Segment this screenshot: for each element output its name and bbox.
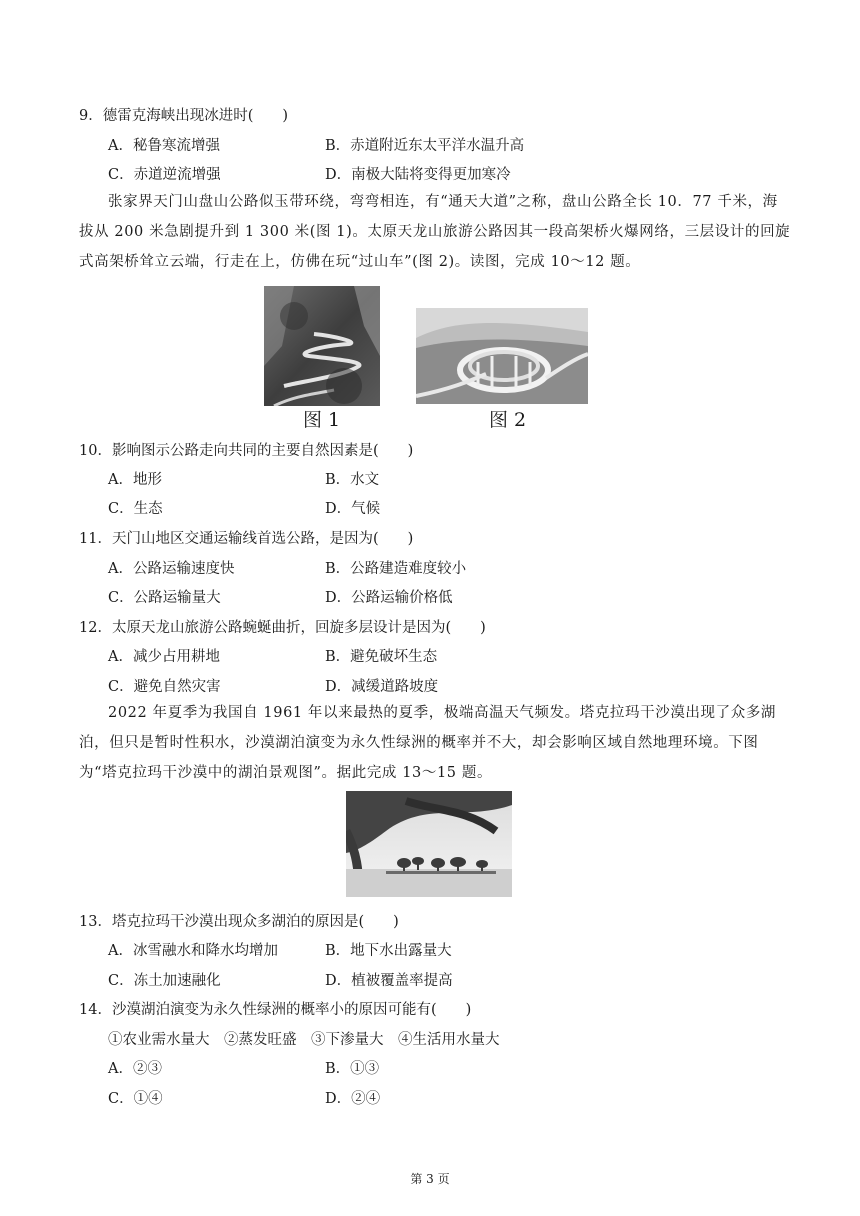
question-14-option-a: A．②③: [108, 1061, 162, 1077]
figure-2-caption: 图 2: [489, 409, 527, 431]
question-13-option-b: B．地下水出露量大: [325, 943, 452, 959]
question-9-option-c: C．赤道逆流增强: [108, 167, 221, 183]
question-10-option-d: D．气候: [325, 501, 381, 517]
question-10-option-b: B．水文: [325, 472, 380, 488]
question-11-option-b: B．公路建造难度较小: [325, 561, 467, 577]
question-12-option-a: A．减少占用耕地: [108, 649, 220, 665]
question-9-stem: 9．德雷克海峡出现冰进时( ): [79, 108, 289, 124]
spiral-viaduct-photo: [416, 308, 588, 404]
question-11-option-c: C．公路运输量大: [108, 590, 221, 606]
question-12-option-d: D．减缓道路坡度: [325, 679, 439, 695]
figure-1-caption: 图 1: [303, 409, 341, 431]
figure-2-image: [416, 308, 588, 404]
question-14-option-d: D．②④: [325, 1091, 381, 1107]
question-9-option-d: D．南极大陆将变得更加寒冷: [325, 167, 511, 183]
question-11-option-d: D．公路运输价格低: [325, 590, 453, 606]
passage-taklimakan-lakes: 2022 年夏季为我国自 1961 年以来最热的夏季，极端高温天气频发。塔克拉玛干沙漠出现了众多湖泊，但只是暂时性积水，沙漠湖泊演变为永久性绿洲的概率并不大，却会影响区域自然地理环境。下图为“塔克拉玛干沙漠中的湖泊景观图”。据此完成 13～15 题。: [79, 705, 777, 781]
question-14-stem: 14．沙漠湖泊演变为永久性绿洲的概率小的原因可能有( ): [79, 1002, 472, 1018]
question-13-option-d: D．植被覆盖率提高: [325, 973, 453, 989]
question-13-option-a: A．冰雪融水和降水均增加: [108, 943, 278, 959]
figure-1-image: [264, 286, 380, 406]
question-13-stem: 13．塔克拉玛干沙漠出现众多湖泊的原因是( ): [79, 914, 399, 930]
question-9-option-b: B．赤道附近东太平洋水温升高: [325, 138, 525, 154]
winding-mountain-road-photo: [264, 286, 380, 406]
question-9-option-a: A．秘鲁寒流增强: [108, 138, 220, 154]
lake-landscape-photo: [346, 791, 512, 897]
question-10-option-a: A．地形: [108, 472, 162, 488]
passage-tianmen-tianlong: 张家界天门山盘山公路似玉带环绕，弯弯相连，有“通天大道”之称，盘山公路全长 10．77 千米，海拔从 200 米急剧提升到 1 300 米(图 1)。太原天龙山旅游公路因其一段高架桥火爆网络，三层设计的回旋式高架桥耸立云端，行走在上，仿佛在玩“过山车”(图 2)。读图，完成 10～12 题。: [79, 194, 791, 270]
question-10-option-c: C．生态: [108, 501, 163, 517]
desert-lake-landscape-image: [346, 791, 512, 897]
question-12-stem: 12．太原天龙山旅游公路蜿蜒曲折，回旋多层设计是因为( ): [79, 620, 486, 636]
question-12-option-c: C．避免自然灾害: [108, 679, 221, 695]
question-11-option-a: A．公路运输速度快: [108, 561, 235, 577]
question-14-items: ①农业需水量大 ②蒸发旺盛 ③下渗量大 ④生活用水量大: [108, 1032, 500, 1048]
question-14-option-b: B．①③: [325, 1061, 380, 1077]
question-10-stem: 10．影响图示公路走向共同的主要自然因素是( ): [79, 443, 414, 459]
question-14-option-c: C．①④: [108, 1091, 163, 1107]
question-11-stem: 11．天门山地区交通运输线首选公路，是因为( ): [79, 531, 414, 547]
question-13-option-c: C．冻土加速融化: [108, 973, 221, 989]
page-number: 第 3 页: [410, 1172, 450, 1186]
question-12-option-b: B．避免破坏生态: [325, 649, 438, 665]
